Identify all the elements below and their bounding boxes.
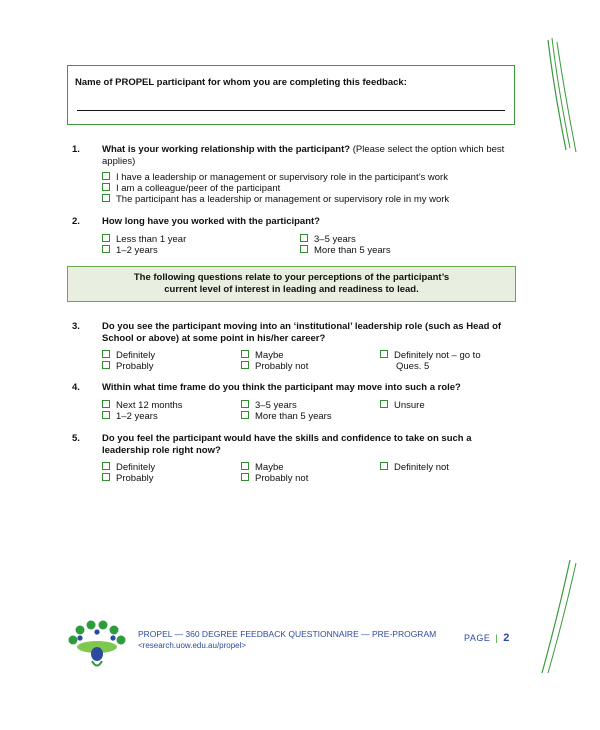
checkbox[interactable] [102, 462, 110, 470]
q3-option-maybe[interactable] [241, 350, 284, 361]
checkbox[interactable] [380, 462, 388, 470]
question-2-text: How long have you worked with the participant? [102, 216, 320, 227]
question-5-text: Do you feel the participant would have the skills and confidence to take on such a leadership role right now? [102, 433, 472, 456]
q5-option-definitely-not[interactable] [380, 462, 449, 473]
option-label: Maybe [255, 462, 284, 473]
option-label: Probably [116, 473, 154, 484]
checkbox[interactable] [102, 473, 110, 481]
page-separator: | [495, 633, 499, 643]
question-4-text: Within what time frame do you think the participant may move into such a role? [102, 382, 461, 393]
question-5-number: 5. [72, 433, 80, 444]
option-label: More than 5 years [255, 411, 332, 422]
option-label: 1–2 years [116, 245, 158, 256]
checkbox[interactable] [102, 234, 110, 242]
checkbox[interactable] [102, 172, 110, 180]
checkbox[interactable] [241, 411, 249, 419]
option-label: Less than 1 year [116, 234, 187, 245]
q4-option-next-12-months[interactable] [102, 400, 183, 411]
banner-line-1: The following questions relate to your perceptions of the participant’s [133, 272, 450, 283]
q3-option-probably-not[interactable] [241, 361, 308, 372]
checkbox[interactable] [300, 234, 308, 242]
checkbox[interactable] [300, 245, 308, 253]
checkbox[interactable] [102, 361, 110, 369]
q2-option-2[interactable] [102, 245, 158, 256]
question-3-text: Do you see the participant moving into an ‘institutional’ leadership role (such as Head of School or above) at some point in his/her career? [102, 321, 502, 344]
option-label: Definitely not [394, 462, 449, 473]
q5-option-maybe[interactable] [241, 462, 284, 473]
checkbox[interactable] [380, 350, 388, 358]
question-1-note: (Please select the option which best applies) [102, 144, 505, 167]
page-number: 2 [503, 632, 510, 644]
checkbox[interactable] [380, 400, 388, 408]
decorative-lines-bottom [530, 555, 600, 675]
option-label: 3–5 years [314, 234, 356, 245]
page-label: PAGE [464, 633, 491, 643]
q2-option-1[interactable] [102, 234, 186, 245]
participant-name-line[interactable] [77, 110, 505, 111]
q5-option-probably[interactable] [102, 473, 154, 484]
decorative-lines-top [540, 30, 600, 160]
option-label: Definitely [116, 350, 156, 361]
checkbox[interactable] [102, 400, 110, 408]
question-3-number: 3. [72, 321, 80, 332]
question-1-number: 1. [72, 144, 80, 155]
q3-option-definitely-not[interactable] [380, 350, 481, 361]
option-label: Probably [116, 361, 154, 372]
option-label: 3–5 years [255, 400, 297, 411]
footer-url-link[interactable]: <research.uow.edu.au/propel> [138, 641, 247, 650]
q2-option-4[interactable] [300, 245, 391, 256]
q5-option-probably-not[interactable] [241, 473, 308, 484]
question-2-number: 2. [72, 216, 80, 227]
checkbox[interactable] [102, 183, 110, 191]
option-label: Unsure [394, 400, 425, 411]
participant-name-label: Name of PROPEL participant for whom you are completing this feedback: [75, 77, 407, 88]
checkbox[interactable] [241, 400, 249, 408]
question-4-number: 4. [72, 382, 80, 393]
q1-option-1[interactable] [102, 172, 448, 183]
footer-title: PROPEL — 360 DEGREE FEEDBACK QUESTIONNAIRE — PRE-PROGRAM [138, 629, 437, 639]
q4-option-unsure[interactable] [380, 400, 425, 411]
checkbox[interactable] [241, 350, 249, 358]
option-label: Definitely not – go to [394, 350, 481, 361]
q3-option-definitely[interactable] [102, 350, 155, 361]
q2-option-3[interactable] [300, 234, 356, 245]
checkbox[interactable] [102, 194, 110, 202]
option-label: Next 12 months [116, 400, 183, 411]
q4-option-3-5-years[interactable] [241, 400, 297, 411]
q4-option-more-than-5-years[interactable] [241, 411, 332, 422]
q1-option-2[interactable] [102, 183, 280, 194]
checkbox[interactable] [102, 350, 110, 358]
section-banner [67, 266, 516, 302]
question-1-main: What is your working relationship with the participant? [102, 144, 351, 155]
option-label: I have a leadership or management or supervisory role in the participant’s work [116, 172, 448, 183]
q5-option-definitely[interactable] [102, 462, 155, 473]
option-label: 1–2 years [116, 411, 158, 422]
option-label: Probably not [255, 473, 309, 484]
checkbox[interactable] [241, 462, 249, 470]
option-label: Maybe [255, 350, 284, 361]
checkbox[interactable] [241, 473, 249, 481]
question-1-text [102, 144, 517, 168]
option-label: I am a colleague/peer of the participant [116, 183, 281, 194]
option-label: Definitely [116, 462, 156, 473]
banner-line-2: current level of interest in leading and readiness to lead. [164, 284, 419, 295]
participant-name-box [67, 65, 515, 125]
q3-option-probably[interactable] [102, 361, 154, 372]
q1-option-3[interactable] [102, 194, 449, 205]
peacock-logo-icon [66, 620, 128, 670]
option-label: The participant has a leadership or management or supervisory role in my work [116, 194, 450, 205]
page-indicator [464, 632, 510, 644]
checkbox[interactable] [102, 411, 110, 419]
q4-option-1-2-years[interactable] [102, 411, 158, 422]
q3-option-go-to-note: Ques. 5 [396, 361, 430, 372]
option-label: More than 5 years [314, 245, 391, 256]
option-label: Probably not [255, 361, 309, 372]
checkbox[interactable] [241, 361, 249, 369]
checkbox[interactable] [102, 245, 110, 253]
